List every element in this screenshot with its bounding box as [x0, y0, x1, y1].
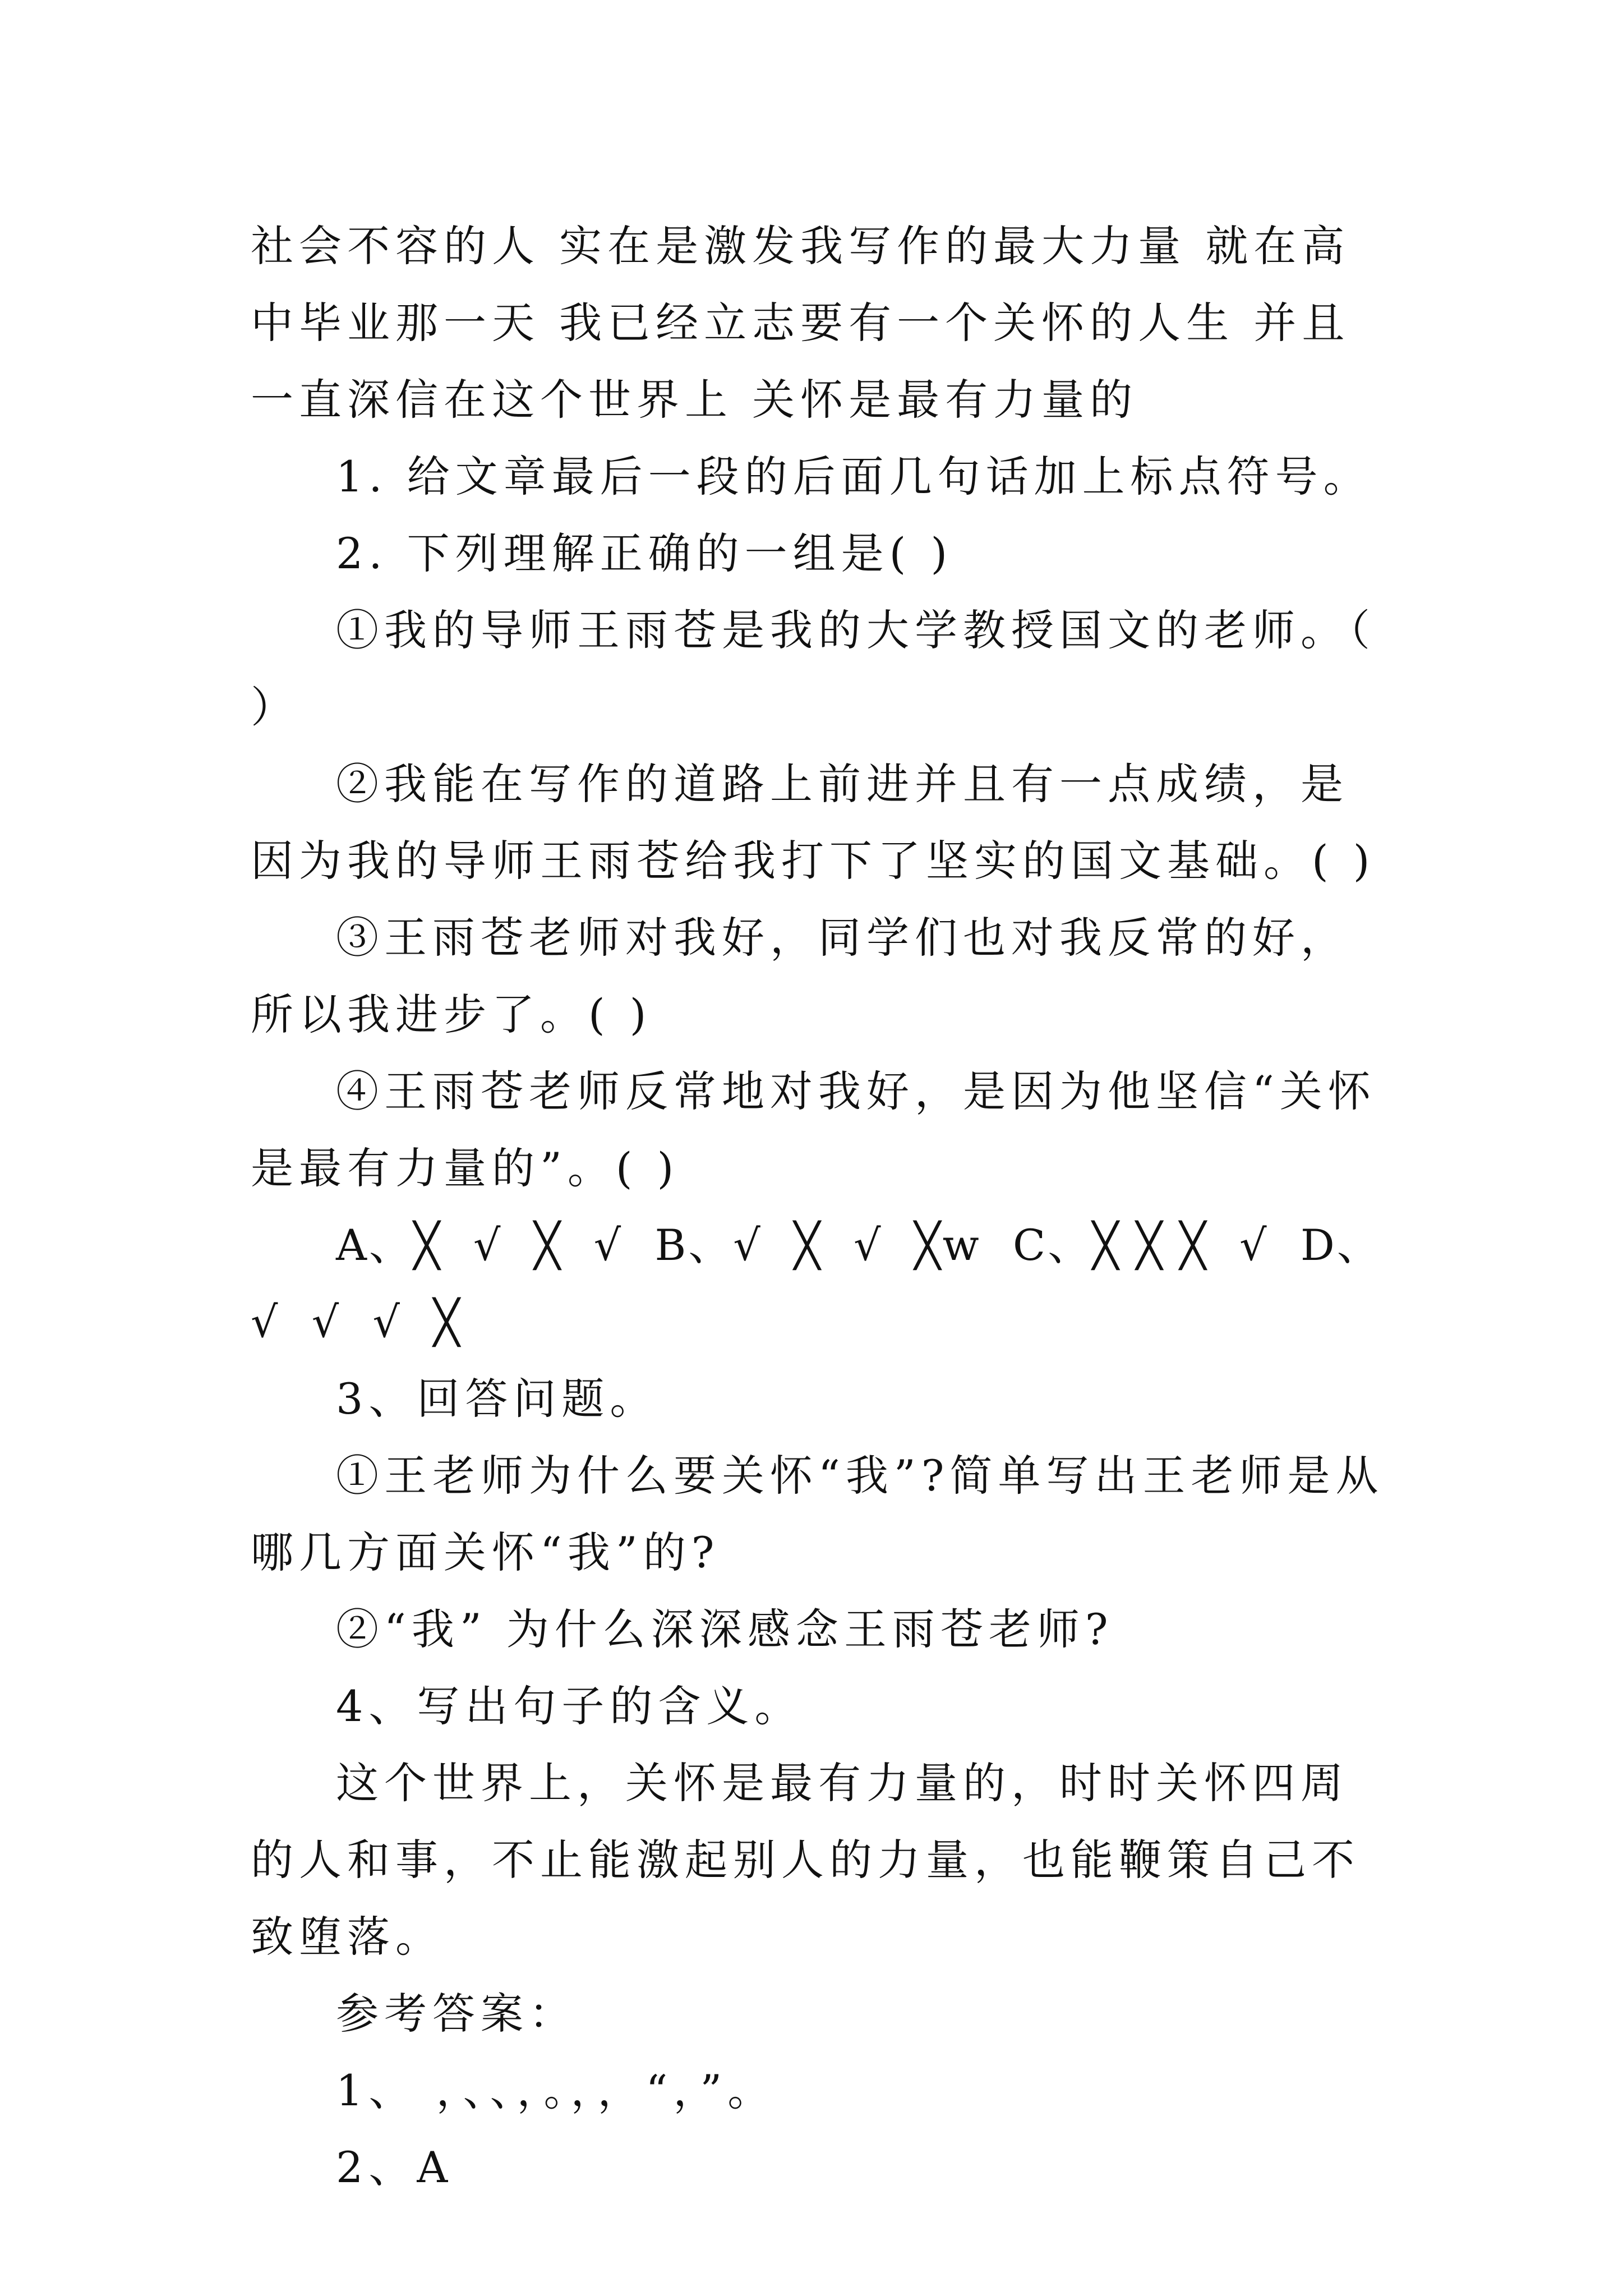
answer-1: 1、 ，、、，。，，“，”。: [336, 2065, 776, 2115]
question-3-part-2: ②“我” 为什么深深感念王雨苍老师?: [336, 1604, 1114, 1654]
question-3: 3、回答问题。: [336, 1374, 658, 1424]
question-4: 4、写出句子的含义。: [336, 1681, 803, 1731]
statement-4: ④王雨苍老师反常地对我好，是因为他坚信“关怀是最有力量的”。( ): [251, 1066, 1376, 1193]
statement-3: ③王雨苍老师对我好，同学们也对我反常的好，所以我进步了。( ): [251, 913, 1349, 1039]
statement-2: ②我能在写作的道路上前进并且有一点成绩，是因为我的导师王雨苍给我打下了坚实的国文基础。( ): [251, 759, 1376, 886]
question-1: 1. 给文章最后一段的后面几句话加上标点符号。: [336, 452, 1372, 501]
quoted-sentence: 这个世界上，关怀是最有力量的，时时关怀四周的人和事，不止能激起别人的力量，也能鞭策自己不致堕落。: [251, 1758, 1360, 1962]
document-body: [251, 208, 1395, 2206]
paragraph-intro: 社会不容的人 实在是激发我写作的最大力量 就在高中毕业那一天 我已经立志要有一个关怀的人生 并且一直深信在这个世界上 关怀是最有力量的: [251, 221, 1350, 425]
answer-key-heading: 参考答案：: [336, 1989, 577, 2039]
question-2: 2. 下列理解正确的一组是( ): [336, 528, 953, 578]
question-3-part-1: ①王老师为什么要关怀“我”?简单写出王老师是从哪几方面关怀“我”的?: [251, 1451, 1384, 1577]
answer-options: A、╳ √ ╳ √ B、√ ╳ √ ╳w C、╳ ╳ ╳ √ D、√ √ √ ╳: [251, 1220, 1382, 1347]
statement-1: ①我的导师王雨苍是我的大学教授国文的老师。（ ）: [251, 605, 1395, 732]
answer-2: 2、A: [336, 2142, 454, 2192]
